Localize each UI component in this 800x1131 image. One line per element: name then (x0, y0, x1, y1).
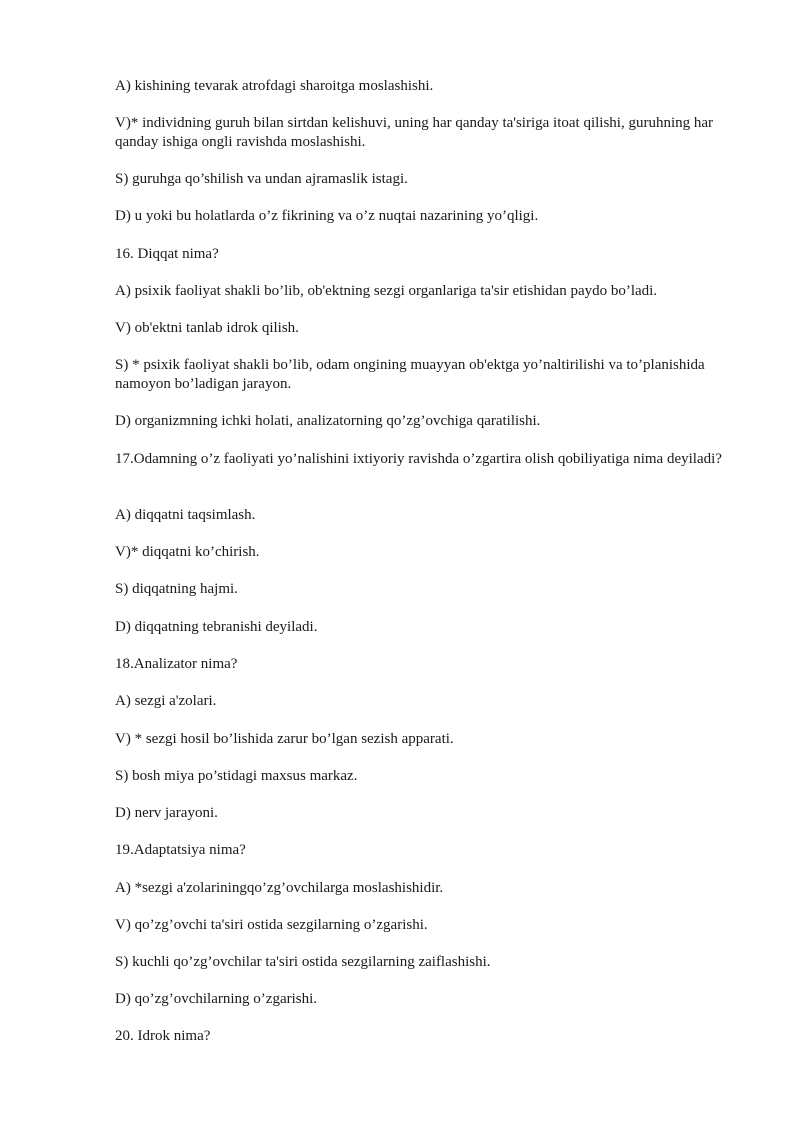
answer-option: A) kishining tevarak atrofdagi sharoitga moslashishi. (115, 78, 434, 94)
answer-option: D) diqqatning tebranishi deyiladi. (115, 619, 318, 635)
answer-option: V) qo’zg’ovchi ta'siri ostida sezgilarning o’zgarishi. (115, 917, 428, 933)
answer-option: A) sezgi a'zolari. (115, 693, 217, 709)
answer-option: D) nerv jarayoni. (115, 805, 218, 821)
answer-option: A) psixik faoliyat shakli bo’lib, ob'ektning sezgi organlariga ta'sir etishidan paydo bo’ladi. (115, 283, 658, 299)
answer-option: D) qo’zg’ovchilarning o’zgarishi. (115, 991, 318, 1007)
answer-option: A) diqqatni taqsimlash. (115, 507, 256, 523)
answer-option: S) diqqatning hajmi. (115, 581, 238, 597)
answer-option: S) * psixik faoliyat shakli bo’lib, odam ongining muayyan ob'ektga yo’naltirilishi va to’planishida namoyon bo’ladigan jarayon. (115, 357, 705, 392)
question: 17.Odamning o’z faoliyati yo’nalishini ixtiyoriy ravishda o’zgartira olish qobiliyatiga nima deyiladi? (115, 451, 722, 467)
answer-option: V)* diqqatni ko’chirish. (115, 544, 260, 560)
answer-option: V)* individning guruh bilan sirtdan kelishuvi, uning har qanday ta'siriga itoat qilishi, guruhning har qanday ishiga ongli ravishda moslashishi. (115, 115, 714, 150)
answer-option: D) u yoki bu holatlarda o’z fikrining va o’z nuqtai nazarining yo’qligi. (115, 208, 539, 224)
question: 18.Analizator nima? (115, 656, 238, 672)
answer-option: D) organizmning ichki holati, analizatorning qo’zg’ovchiga qaratilishi. (115, 413, 541, 429)
question: 20. Idrok nima? (115, 1028, 211, 1044)
answer-option: S) bosh miya po’stidagi maxsus markaz. (115, 768, 358, 784)
answer-option: A) *sezgi a'zolariningqo’zg’ovchilarga moslashishidir. (115, 880, 444, 896)
answer-option: V) ob'ektni tanlab idrok qilish. (115, 320, 299, 336)
question: 16. Diqqat nima? (115, 246, 219, 262)
question: 19.Adaptatsiya nima? (115, 842, 246, 858)
answer-option: S) guruhga qo’shilish va undan ajramaslik istagi. (115, 171, 408, 187)
answer-option: V) * sezgi hosil bo’lishida zarur bo’lgan sezish apparati. (115, 731, 454, 747)
answer-option: S) kuchli qo’zg’ovchilar ta'siri ostida sezgilarning zaiflashishi. (115, 954, 491, 970)
